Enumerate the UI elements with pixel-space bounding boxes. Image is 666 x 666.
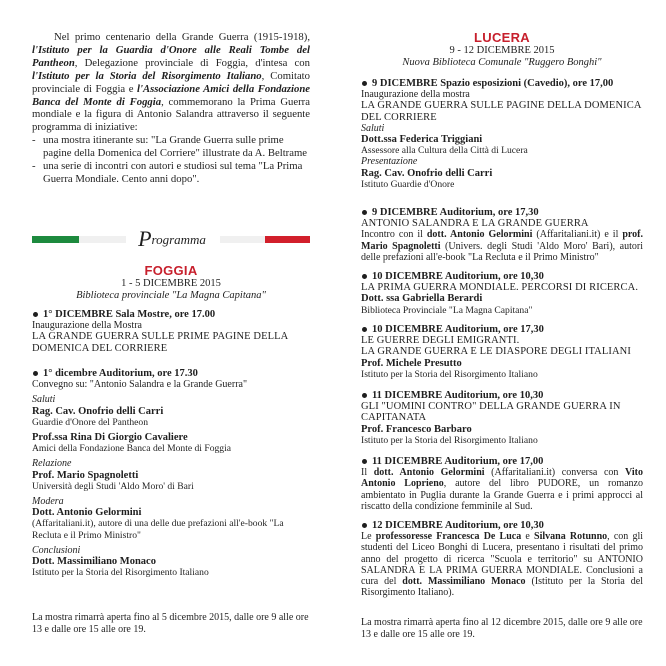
organizer-1: l'Istituto per la Guardia d'Onore alle Reali Tombe del Pantheon [32, 43, 310, 69]
programma-label: Programma [138, 226, 206, 251]
lucera-event-3: 10 DICEMBRE Auditorium, ore 10,30 LA PRIMA GUERRA MONDIALE. PERCORSI DI RICERCA. Dott. ssa Gabriella Berardi Biblioteca Provinciale "La Magna Capitana" [361, 271, 643, 316]
foggia-event-1: 1° DICEMBRE Sala Mostre, ore 17.00 Inaugurazione della Mostra LA GRANDE GUERRA SULLE PRIME PAGINE DELLA DOMENICA DEL CORRIERE [32, 309, 310, 354]
dates-foggia: 1 - 5 DICEMBRE 2015 [121, 278, 221, 289]
city-title-lucera: LUCERA [474, 30, 530, 45]
intro-text [32, 31, 310, 186]
venue-lucera: Nuova Biblioteca Comunale "Ruggero Bonghi" [402, 57, 602, 68]
lucera-event-6: 11 DICEMBRE Auditorium, ore 17,00 Il dott. Antonio Gelormini (Affaritaliani.it) conversa con Vito Antonio Loprieno, autore del libro PUDORE, un romanzo ambientato in Puglia durante la Grande Guerra e i primi approcci al riscatto della condizione femminile al Sud. [361, 456, 643, 512]
intro-paragraph: Nel primo centenario della Grande Guerra (1915-1918), l'Istituto per la Guardia d'Onore alle Reali Tombe del Pantheon, Delegazione provinciale di Foggia, d'intesa con l'Istituto per la Storia del Risorgimento Italiano, Comitato provinciale di Foggia e l'Associazione Amici della Fondazione Banca del Monte di Foggia, commemorano la Prima Guerra mondiale e la figura di Antonio Salandra attraverso il seguente programma di iniziative: [32, 31, 311, 134]
initiatives-list [32, 134, 310, 186]
lucera-event-5: 11 DICEMBRE Auditorium, ore 10,30 GLI "UOMINI CONTRO" DELLA GRANDE GUERRA IN CAPITANATA Prof. Francesco Barbaro Istituto per la Storia del Risorgimento Italiano [361, 390, 643, 446]
foggia-note: La mostra rimarrà aperta fino al 5 dicembre 2015, dalle ore 9 alle ore 13 e dalle ore 15 alle ore 19. [32, 612, 309, 635]
programma-banner [32, 226, 310, 254]
lucera-event-2: 9 DICEMBRE Auditorium, ore 17,30 ANTONIO SALANDRA E LA GRANDE GUERRA Incontro con il dott. Antonio Gelormini (Affaritaliani.it) e il prof. Mario Spagnoletti (Univers. degli Studi 'Aldo Moro' Bari), autori delle prefazioni all'e-book "La Recluta e il Primo Ministro" [361, 207, 643, 263]
lucera-note: La mostra rimarrà aperta fino al 12 dicembre 2015, dalle ore 9 alle ore 13 e dalle ore 15 alle ore 19. [361, 617, 643, 640]
organizer-3: l'Associazione Amici della Fondazione Banca del Monte di Foggia [32, 82, 311, 108]
lucera-event-4: 10 DICEMBRE Auditorium, ore 17,30 LE GUERRE DEGLI EMIGRANTI. LA GRANDE GUERRA E LE DIASPORE DEGLI ITALIANI Prof. Michele Presutto Istituto per la Storia del Risorgimento Italiano [361, 324, 643, 380]
venue-foggia: Biblioteca provinciale "La Magna Capitana" [76, 290, 266, 301]
dates-lucera: 9 - 12 DICEMBRE 2015 [449, 45, 555, 56]
flag-stripe-left [32, 236, 126, 243]
organizer-2: l'Istituto per la Storia del Risorgimento Italiano [32, 69, 262, 82]
flag-stripe-right [220, 236, 310, 243]
foggia-header [32, 263, 310, 302]
city-title-foggia: FOGGIA [144, 263, 198, 278]
initiative-item: - una serie di incontri con autori e studiosi sul tema "La Prima Guerra Mondiale. Cento anni dopo". [32, 160, 310, 186]
lucera-event-1: 9 DICEMBRE Spazio esposizioni (Cavedio), ore 17,00 Inaugurazione della mostra LA GRANDE GUERRA SULLE PAGINE DELLA DOMENICA DEL CORRIERE Saluti Dott.ssa Federica Triggiani Assessore alla Cultura della Città di Lucera Presentazione Rag. Cav. Onofrio delli Carri Istituto Guardie d'Onore [361, 78, 643, 190]
lucera-header [361, 30, 643, 69]
initiative-item: - una mostra itinerante su: "La Grande Guerra sulle prime pagine della Domenica del Corriere" illustrate da A. Beltrame [32, 134, 310, 160]
lucera-event-7: 12 DICEMBRE Auditorium, ore 10,30 Le professoresse Francesca De Luca e Silvana Rotunno, con gli studenti del Liceo Bonghi di Lucera, presentano i risultati del primo anno del progetto di ricerca "Scuola e territorio" su ANTONIO SALANDRA E LA PRIMA GUERRA MONDIALE. Conclusioni a cura del dott. Massimiliano Monaco (Istituto per la Storia del Risorgimento Italiano). [361, 520, 644, 599]
foggia-event-2: 1° dicembre Auditorium, ore 17.30 Convegno su: "Antonio Salandra e la Grande Guerra" Saluti Rag. Cav. Onofrio delli Carri Guardie d'Onore del Pantheon Prof.ssa Rina Di Giorgio Cavaliere Amici della Fondazione Banca del Monte di Foggia Relazione Prof. Mario Spagnoletti Università degli Studi 'Aldo Moro' di Bari Modera Dott. Antonio Gelormini (Affaritaliani.it), autore di una delle due prefazioni all'e-book "La Recluta e il Primo Ministro" Conclusioni Dott. Massimiliano Monaco Istituto per la Storia del Risorgimento Italiano [32, 368, 310, 578]
